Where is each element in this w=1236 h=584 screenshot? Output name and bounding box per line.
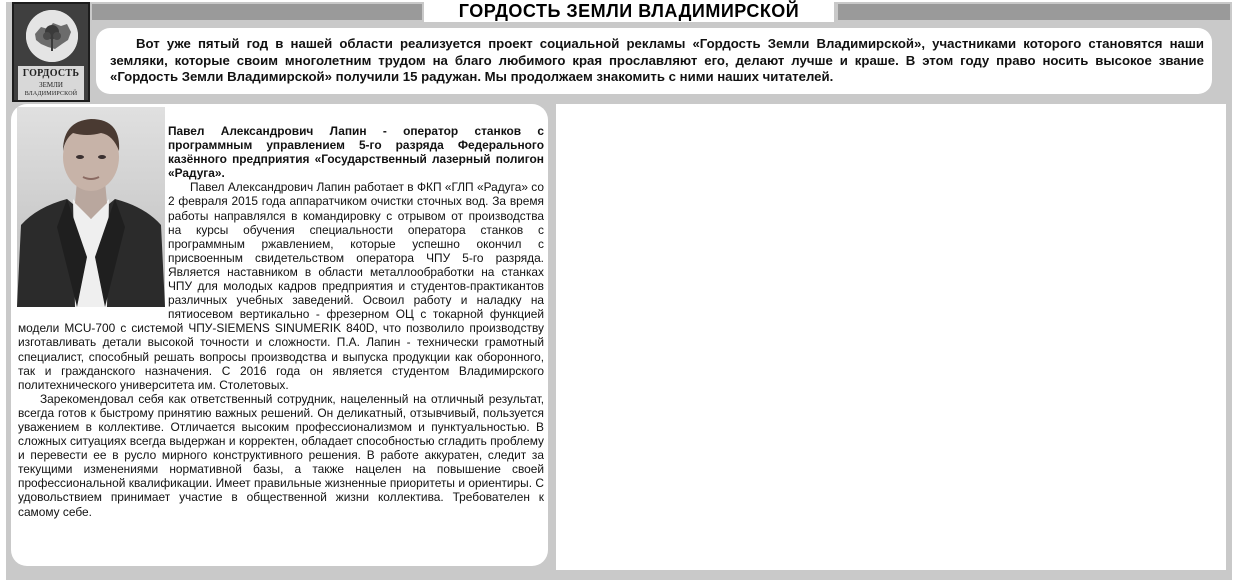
article-lead: Павел Александрович Лапин - оператор станков с программным управлением 5-го разряда Федерального казённого предприятия «Государственный лазерный полигон «Радуга». <box>168 124 544 181</box>
article-paragraph-2: Зарекомендовал себя как ответственный сотрудник, нацеленный на отличный результат, всегда готов к быстрому принятию важных решений. Он деликатный, отзывчивый, пользуется уважением в коллективе. Отличается высоким профессионализмом и пунктуальностью. В сложных ситуациях всегда выдержан и корректен, обладает способностью сгладить проблему и перевести ее в русло мирного конструктивного решения. В работе аккуратен, следит за текущими изменениями нормативной базы, а также нацелен на повышение своей профессиональной квалификации. Имеет правильные жизненные приоритеты и ориентиры. С удовольствием принимает участие в общественной жизни коллектива. Требователен к самому себе. <box>18 391 544 519</box>
logo-line-1: ГОРДОСТЬ <box>22 68 80 79</box>
empty-column-panel <box>556 104 1226 570</box>
article-paragraph-1: Павел Александрович Лапин работает в ФКП «ГЛП «Радуга» со 2 февраля 2015 года аппаратчиком очистки сточных вод. За время работы направлялся в командировку с отрывом от производства на курсы обучения специальности оператора станков с программным ржавлением, которые успешно окончил с присвоенным свидетельством оператора ЧПУ 5-го разряда. Является наставником в области металлообработки на станках ЧПУ для молодых кадров предприятия и студентов-практикантов различных учебных заведений. Освоил работу и наладку на пятиосевом вертикально - фрезерном ОЦ с токарной функцией модели MCU-700 с системой ЧПУ-SIEMENS SINUMERIK 840D, что позволило производству изготавливать детали высокой точности и сложности. П.А. Лапин - технически грамотный специалист, способный решать вопросы производства и выпуска продукции как оборонного, так и гражданского назначения. С 2016 года он является студентом Владимирского политехнического университета им. Столетовых. <box>18 180 544 392</box>
intro-text: Вот уже пятый год в нашей области реализуется проект социальной рекламы «Гордость Земли Владимирской», участниками которого становятся наши земляки, которые своим многолетним трудом на благо любимого края прославляют его, делают лучше и краше. В этом году право носить высокое звание «Гордость Земли Владимирской» получили 15 радужан. Мы продолжаем знакомить с ними наших читателей. <box>110 36 1204 85</box>
header-bar-right <box>838 4 1230 20</box>
header-title: ГОРДОСТЬ ЗЕМЛИ ВЛАДИМИРСКОЙ <box>424 0 834 22</box>
region-map-icon <box>26 10 78 62</box>
logo-line-3: ВЛАДИМИРСКОЙ <box>24 91 78 97</box>
project-logo <box>12 2 90 102</box>
header-bar-left <box>92 4 422 20</box>
photo-spacer <box>18 124 168 312</box>
article-body <box>18 124 544 519</box>
logo-line-2: ЗЕМЛИ <box>39 81 63 89</box>
logo-plate <box>18 66 84 100</box>
